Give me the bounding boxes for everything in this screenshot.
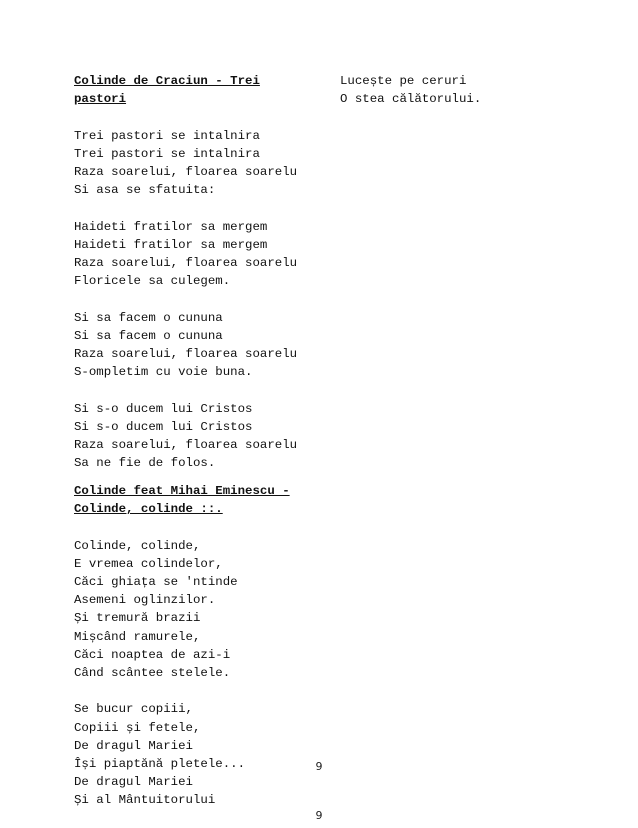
verse-line: Si asa se sfatuita:: [74, 183, 216, 198]
verse-line: Si sa facem o cununa: [74, 310, 223, 325]
verse-line: Asemeni oglinzilor.: [74, 593, 216, 608]
verse-line: Floricele sa culegem.: [74, 274, 231, 289]
verse-line: Trei pastori se intalnira: [74, 146, 260, 161]
song-2-title-line: Colinde feat Mihai Eminescu -: [74, 484, 290, 498]
verse-line: Si s-o ducem lui Cristos: [74, 401, 253, 416]
verse-line: Trei pastori se intalnira: [74, 128, 260, 143]
song-1: [74, 72, 314, 491]
verse-line: Lucește pe ceruri: [340, 74, 467, 88]
right-column: [340, 72, 600, 108]
verse-line: Își piaptănă pletele...: [74, 757, 246, 772]
verse-line: Mișcând ramurele,: [74, 629, 201, 644]
verse-line: Si s-o ducem lui Cristos: [74, 419, 253, 434]
verse-line: Și al Mântuitorului: [74, 793, 216, 808]
page-number-bottom: 9: [315, 809, 323, 822]
verse-line: Haideti fratilor sa mergem: [74, 219, 268, 234]
verse-line: S-ompletim cu voie buna.: [74, 365, 253, 380]
song-2-stanza-1: [74, 537, 314, 683]
verse-line: Căci noaptea de azi-i: [74, 647, 231, 662]
verse-line: Copiii și fetele,: [74, 720, 201, 735]
song-2-title: [74, 482, 314, 518]
verse-line: Colinde, colinde,: [74, 538, 201, 553]
song-1-stanza-1: [74, 127, 314, 200]
verse-line: E vremea colindelor,: [74, 556, 223, 571]
song-2: [74, 482, 314, 828]
verse-line: Haideti fratilor sa mergem: [74, 237, 268, 252]
page-number: 9: [315, 760, 323, 773]
song-2-stanza-2: [74, 700, 314, 809]
song-1-title-line: Colinde de Craciun - Trei: [74, 74, 260, 88]
verse-line: Raza soarelui, floarea soarelu: [74, 256, 298, 270]
verse-line: Sa ne fie de folos.: [74, 456, 216, 471]
song-1-title: [74, 72, 314, 108]
song-1-stanza-2: [74, 218, 314, 291]
verse-line: Raza soarelui, floarea soarelu: [74, 347, 298, 361]
verse-line: Căci ghiața se 'ntinde: [74, 575, 238, 589]
verse-line: De dragul Mariei: [74, 775, 193, 790]
verse-line: O stea călătorului.: [340, 92, 482, 107]
song-1-title-line: pastori: [74, 92, 127, 107]
verse-line: Raza soarelui, floarea soarelu: [74, 438, 298, 452]
song-2-title-line: Colinde, colinde ::.: [74, 502, 223, 517]
verse-line: Si sa facem o cununa: [74, 328, 223, 343]
verse-line: Raza soarelui, floarea soarelu: [74, 165, 298, 179]
verse-line: Și tremură brazii: [74, 611, 201, 626]
song-1-stanza-3: [74, 309, 314, 382]
verse-line: De dragul Mariei: [74, 738, 193, 753]
song-1-stanza-4: [74, 400, 314, 473]
verse-line: Când scântee stelele.: [74, 666, 231, 681]
verse-line: Se bucur copiii,: [74, 702, 193, 717]
